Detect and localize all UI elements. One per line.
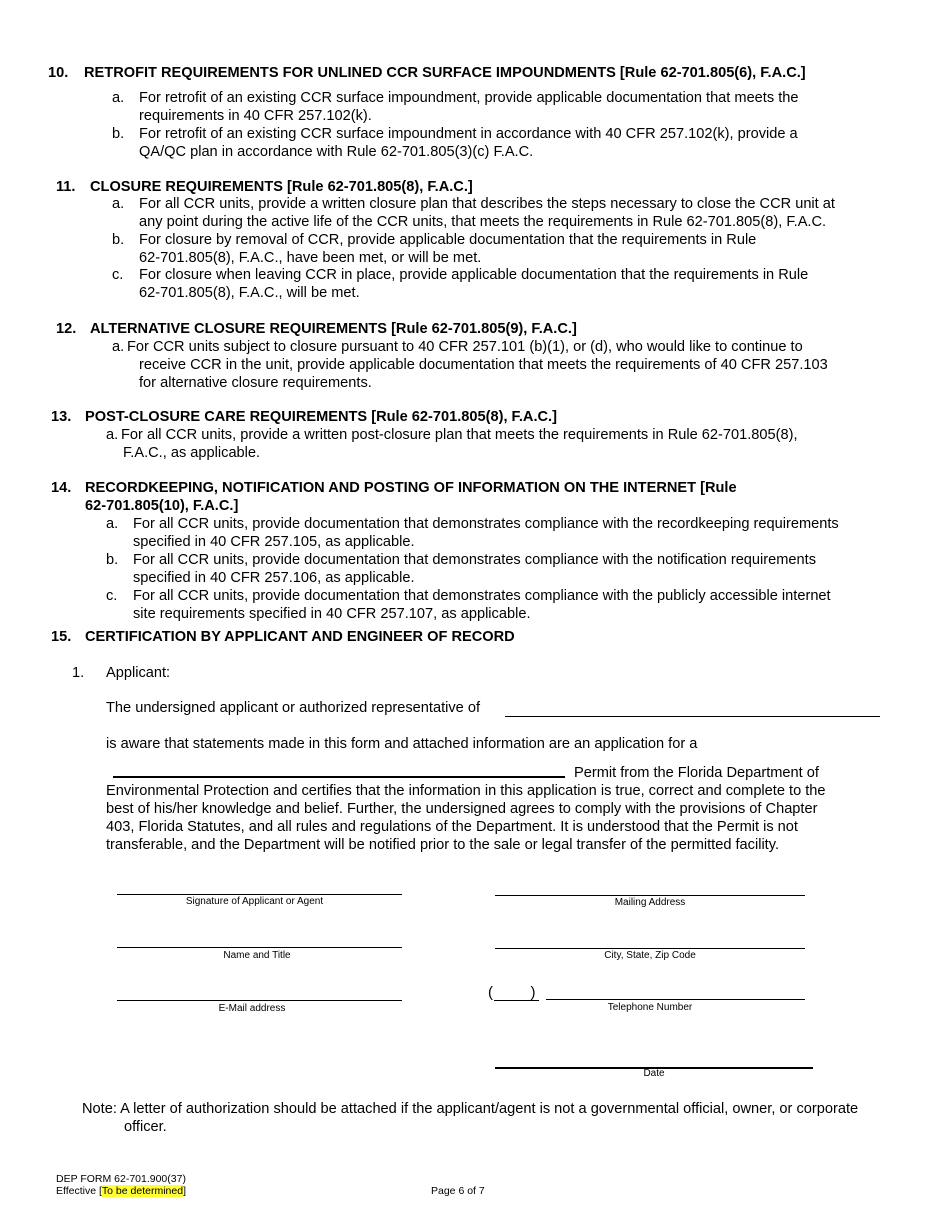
item-text: For retrofit of an existing CCR surface impoundment in accordance with 40 CFR 257.102(k), provide a QA/QC plan in accordance with Rule 62-701.805(3)(c) F.A.C.: [139, 126, 798, 160]
email-field[interactable]: [117, 1000, 402, 1001]
section-15-heading: [51, 628, 851, 646]
item-text: For all CCR units, provide documentation that demonstrates compliance with the recordkeeping requirements specified in 40 CFR 257.105, as applicable.: [133, 516, 839, 550]
list-item: [106, 587, 931, 623]
page-number: Page 6 of 7: [431, 1185, 485, 1197]
section-title: CLOSURE REQUIREMENTS [Rule 62-701.805(8), F.A.C.]: [90, 179, 473, 195]
applicant-line1: The undersigned applicant or authorized representative of: [106, 700, 481, 716]
item-label: a.: [106, 427, 119, 443]
section-10-heading: [48, 64, 928, 82]
item-label: b.: [112, 126, 125, 142]
date-caption: Date: [643, 1068, 665, 1079]
name-title-caption: Name and Title: [223, 950, 291, 961]
list-item: [106, 551, 931, 587]
section-12-heading: [56, 320, 856, 338]
item-label: a.: [112, 196, 125, 212]
mailing-address-field[interactable]: [495, 895, 805, 896]
item-text: For retrofit of an existing CCR surface impoundment, provide applicable documentation that meets the requirements in 40 CFR 257.102(k).: [139, 90, 799, 124]
section-number: 14.: [51, 480, 72, 496]
name-title-field[interactable]: [117, 947, 402, 948]
signature-caption: Signature of Applicant or Agent: [185, 896, 324, 907]
item-label: b.: [106, 552, 119, 568]
section-14-heading: [51, 479, 851, 515]
section-title: CERTIFICATION BY APPLICANT AND ENGINEER OF RECORD: [85, 629, 515, 645]
section-number: 15.: [51, 629, 72, 645]
item-label: b.: [112, 232, 125, 248]
item-text: For closure by removal of CCR, provide applicable documentation that the requirements in Rule 62-701.805(8), F.A.C., have been met, or will be met.: [139, 232, 757, 266]
section-11-heading: [56, 178, 856, 196]
applicant-heading: Applicant:: [106, 665, 171, 681]
list-item: [112, 125, 912, 161]
item-text: For closure when leaving CCR in place, provide applicable documentation that the requirements in Rule 62-701.805(8), F.A.C., will be met.: [139, 267, 809, 301]
item-label: a.: [112, 90, 125, 106]
list-item: [112, 89, 912, 125]
item-label: c.: [106, 588, 118, 604]
section-title: RECORDKEEPING, NOTIFICATION AND POSTING OF INFORMATION ON THE INTERNET [Rule 62-701.805(10), F.A.C.]: [85, 480, 737, 514]
item-text: For all CCR units, provide documentation that demonstrates compliance with the publicly accessible internet site requirements specified in 40 CFR 257.107, as applicable.: [133, 588, 831, 622]
footer-form-id: DEP FORM 62-701.900(37) Effective [To be determined]: [56, 1173, 186, 1197]
section-number: 13.: [51, 409, 72, 425]
authorization-note: Note: A letter of authorization should be attached if the applicant/agent is not a governmental official, owner, or corporate officer.: [82, 1101, 859, 1135]
area-code-underline: [494, 1000, 539, 1001]
section-title: ALTERNATIVE CLOSURE REQUIREMENTS [Rule 62-701.805(9), F.A.C.]: [90, 321, 577, 337]
city-state-zip-caption: City, State, Zip Code: [604, 950, 696, 961]
item-label: a.: [106, 516, 119, 532]
signature-field[interactable]: [117, 894, 402, 895]
item-label: c.: [112, 267, 124, 283]
mailing-address-caption: Mailing Address: [614, 897, 686, 908]
applicant-number: 1.: [72, 665, 85, 681]
applicant-paragraph: Environmental Protection and certifies that the information in this application is true, correct and complete to the best of his/her knowledge and belief. Further, the undersigned agrees to comply with the provisions of Chapter 403, Florida Statutes, and all rules and regulations of the Department. It is understood that the Permit is not transferable, and the Department will be notified prior to the sale or legal transfer of the permitted facility.: [106, 783, 826, 853]
list-item: [106, 426, 886, 462]
telephone-field[interactable]: [546, 999, 805, 1000]
item-text: For all CCR units, provide a written closure plan that describes the steps necessary to close the CCR unit at any point during the active life of the CCR units, that meets the requirements in Rule 62-701.805(8), F.A.C.: [139, 196, 835, 230]
effective-date-highlight: To be determined: [101, 1185, 184, 1197]
list-item: [106, 515, 931, 551]
item-label: a.: [112, 339, 125, 355]
list-item: [112, 231, 912, 267]
item-text: For all CCR units, provide a written post-closure plan that meets the requirements in Rule 62-701.805(8), F.A.C., as applicable.: [121, 427, 798, 461]
permit-type-field[interactable]: [113, 776, 565, 778]
telephone-caption: Telephone Number: [607, 1002, 693, 1013]
item-text: For all CCR units, provide documentation that demonstrates compliance with the notification requirements specified in 40 CFR 257.106, as applicable.: [133, 552, 816, 586]
section-title: POST-CLOSURE CARE REQUIREMENTS [Rule 62-701.805(8), F.A.C.]: [85, 409, 557, 425]
section-number: 10.: [48, 65, 69, 81]
item-text: For CCR units subject to closure pursuant to 40 CFR 257.101 (b)(1), or (d), who would like to continue to receive CCR in the unit, provide applicable documentation that meets the requirements of 40 CFR 257.103 for alternative closure requirements.: [127, 339, 828, 391]
section-number: 11.: [56, 179, 76, 195]
representative-of-field[interactable]: [505, 716, 880, 717]
applicant-line3: Permit from the Florida Department of: [574, 765, 819, 781]
section-13-heading: [51, 408, 851, 426]
section-title: RETROFIT REQUIREMENTS FOR UNLINED CCR SURFACE IMPOUNDMENTS [Rule 62-701.805(6), F.A.C.]: [84, 65, 806, 81]
list-item: [112, 195, 932, 231]
list-item: [112, 338, 932, 392]
section-number: 12.: [56, 321, 77, 337]
applicant-line2: is aware that statements made in this form and attached information are an application for a: [106, 736, 698, 752]
phone-area-code[interactable]: ( ): [488, 984, 536, 1001]
email-caption: E-Mail address: [218, 1003, 286, 1014]
city-state-zip-field[interactable]: [495, 948, 805, 949]
list-item: [112, 266, 912, 302]
